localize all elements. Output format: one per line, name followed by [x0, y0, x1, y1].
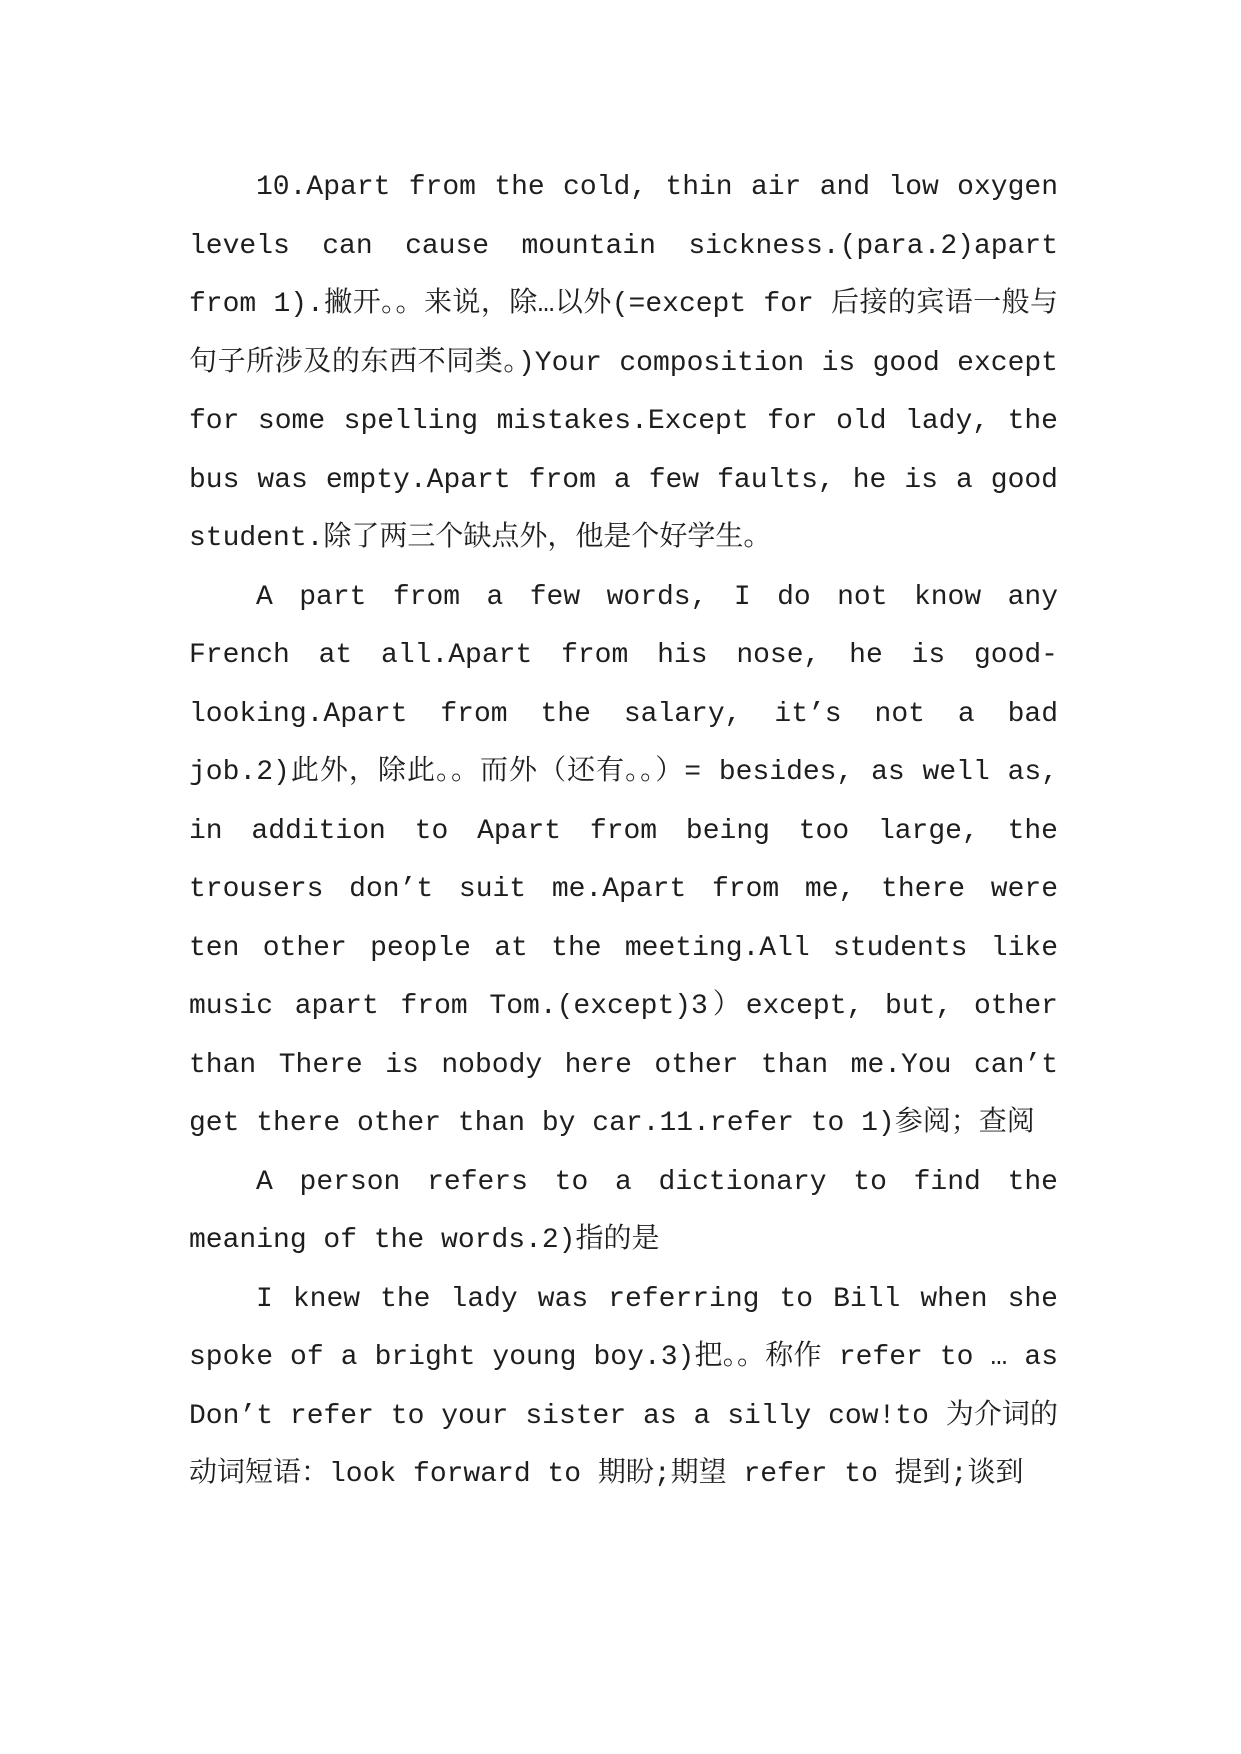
paragraph-apart-from-examples: A part from a few words, I do not know any French at all.Apart from his nose, he is good-looking.Apart from the salary, it’s not a bad job.2)此外，除此。。而外（还有。。）= besides, as well as, in addition to Apart from being too large, the trousers don’t suit me.Apart from me, there were ten other people at the meeting.All students like music apart from Tom.(except)3）except, but, other than There is nobody here other than me.You can’t get there other than by car.11.refer to 1)参阅；查阅	[189, 581, 1058, 1139]
paragraph-refer-to-examples: I knew the lady was referring to Bill when she spoke of a bright young boy.3)把。。称作 refer to … as Don’t refer to your sister as a silly cow!to 为介词的动词短语：look forward to 期盼;期望 refer to 提到;谈到	[189, 1283, 1058, 1490]
paragraph-apart-from: 10.Apart from the cold, thin air and low oxygen levels can cause mountain sickness.(para.2)apart from 1).撇开。。来说，除…以外(=except for 后接的宾语一般与句子所涉及的东西不同类。)Your composition is good except for some spelling mistakes.Except for old lady, the bus was empty.Apart from a few faults, he is a good student.除了两三个缺点外，他是个好学生。	[189, 172, 1058, 554]
paragraph-refer-to-dictionary: A person refers to a dictionary to find the meaning of the words.2)指的是	[189, 1166, 1058, 1256]
